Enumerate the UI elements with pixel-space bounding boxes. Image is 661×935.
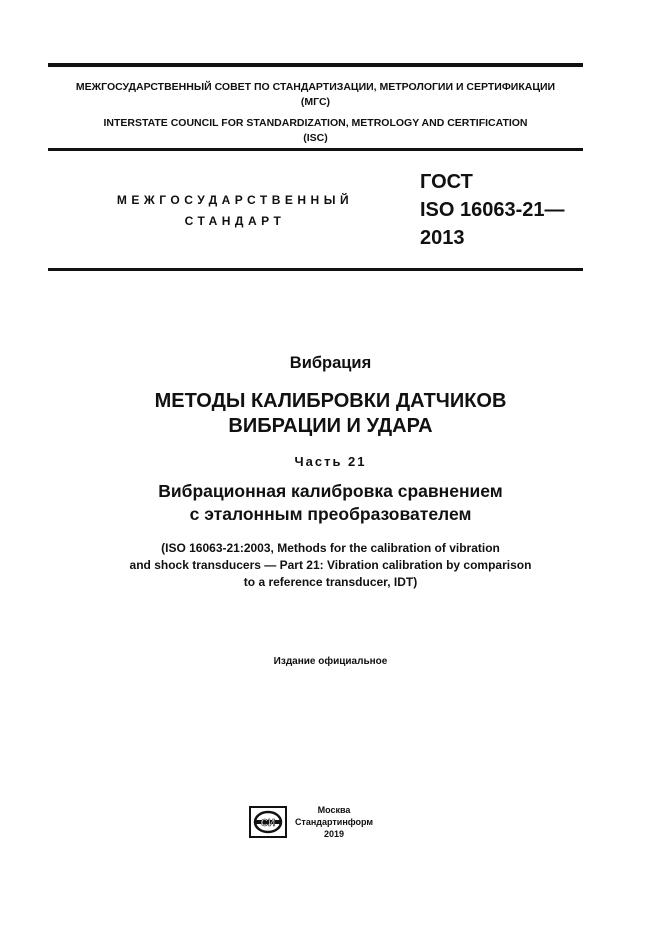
council-abbr-en: (ISC) bbox=[303, 132, 328, 144]
standard-type bbox=[100, 190, 370, 232]
document-title bbox=[48, 389, 613, 439]
designation-line1: ГОСТ bbox=[420, 171, 473, 193]
iso-reference-line3: to a reference transducer, IDT) bbox=[243, 575, 418, 589]
iso-reference-line2: and shock transducers — Part 21: Vibration calibration by comparison bbox=[129, 558, 532, 572]
council-abbr-ru: (МГС) bbox=[300, 96, 331, 108]
standard-type-line1: МЕЖГОСУДАРСТВЕННЫЙ bbox=[116, 193, 354, 207]
iso-reference bbox=[48, 540, 613, 591]
subtitle-line2: с эталонным преобразователем bbox=[189, 504, 472, 524]
top-rule bbox=[48, 63, 583, 67]
designation-line2: ISO 16063-21— bbox=[420, 199, 565, 221]
publisher-name: Стандартинформ bbox=[294, 817, 374, 827]
title-line2: ВИБРАЦИИ И УДАРА bbox=[228, 415, 433, 437]
subtitle-line1: Вибрационная калибровка сравнением bbox=[158, 481, 503, 501]
designation-line3: 2013 bbox=[420, 227, 465, 249]
logo-lettering: СИ bbox=[260, 818, 276, 829]
council-name-ru: МЕЖГОСУДАРСТВЕННЫЙ СОВЕТ ПО СТАНДАРТИЗАЦИИ, МЕТРОЛОГИИ И СЕРТИФИКАЦИИ bbox=[75, 81, 556, 93]
council-name-en: INTERSTATE COUNCIL FOR STANDARDIZATION, METROLOGY AND CERTIFICATION bbox=[103, 117, 528, 129]
edition-label: Издание официальное bbox=[273, 656, 388, 667]
iso-reference-line1: (ISO 16063-21:2003, Methods for the calibration of vibration bbox=[161, 541, 500, 555]
council-header bbox=[48, 80, 583, 146]
part-title bbox=[48, 480, 613, 526]
designation-rule bbox=[48, 268, 583, 271]
part-number: Часть 21 bbox=[294, 454, 367, 469]
publisher-block bbox=[292, 804, 376, 840]
publisher-year: 2019 bbox=[323, 829, 345, 839]
standard-designation bbox=[420, 168, 565, 252]
title-line1: МЕТОДЫ КАЛИБРОВКИ ДАТЧИКОВ bbox=[154, 390, 507, 412]
topic-heading: Вибрация bbox=[289, 354, 372, 372]
standartinform-logo-icon bbox=[249, 806, 287, 838]
standard-type-line2: СТАНДАРТ bbox=[184, 214, 286, 228]
header-rule bbox=[48, 148, 583, 151]
publisher-city: Москва bbox=[317, 805, 351, 815]
